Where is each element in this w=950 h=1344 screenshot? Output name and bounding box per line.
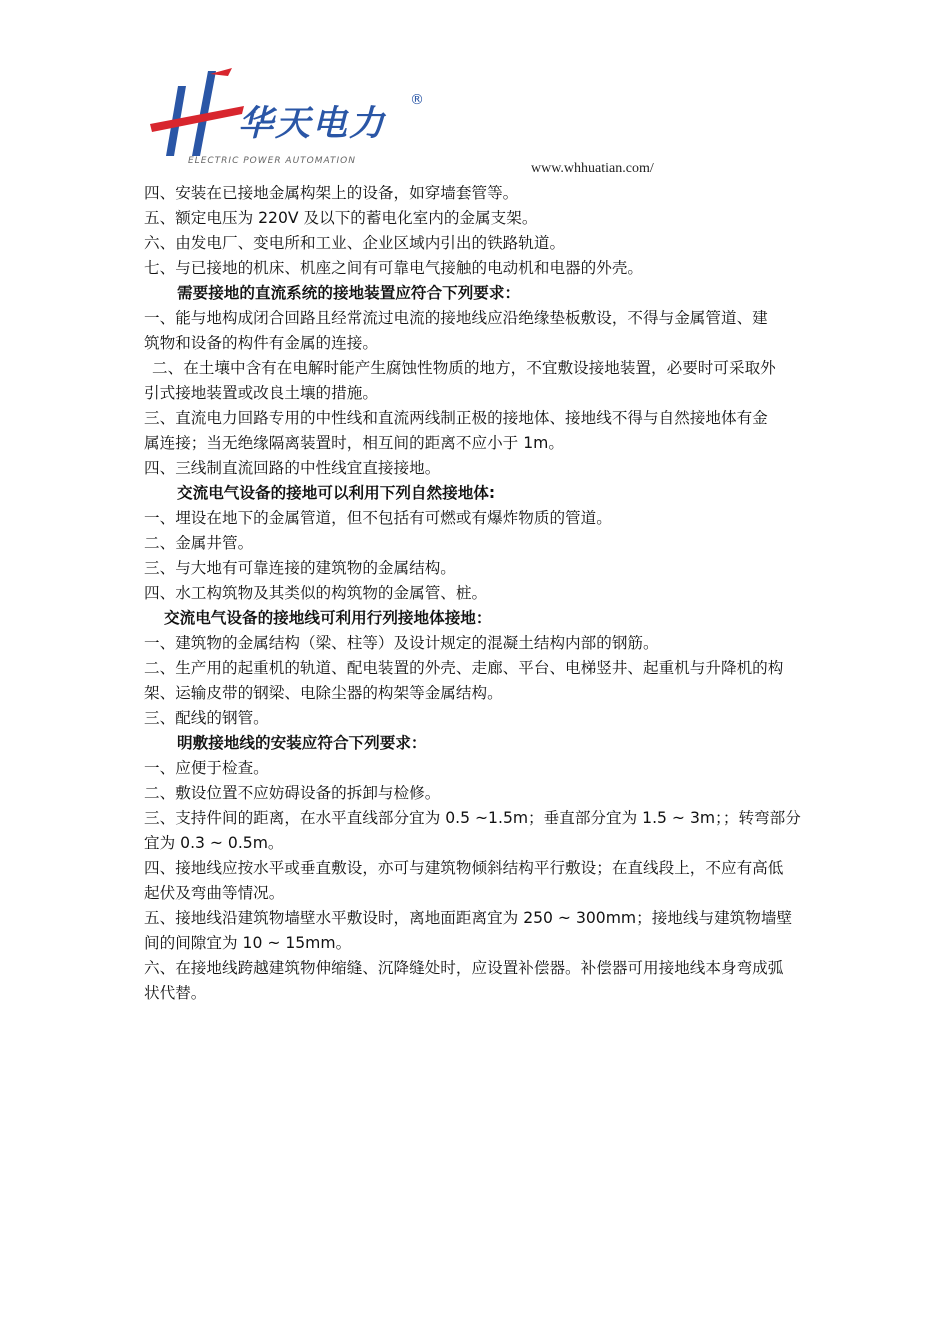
text-line: 六、在接地线跨越建筑物伸缩缝、沉降缝处时，应设置补偿器。补偿器可用接地线本身弯成弧 bbox=[144, 959, 784, 977]
text-line: 属连接；当无绝缘隔离装置时，相互间的距离不应小于 1m。 bbox=[144, 434, 564, 452]
text-line: 宜为 0.3 ~ 0.5m。 bbox=[144, 834, 284, 852]
text-line: 四、接地线应按水平或垂直敷设，亦可与建筑物倾斜结构平行敷设；在直线段上，不应有高低 bbox=[144, 859, 784, 877]
text-line: 引式接地装置或改良土壤的措施。 bbox=[144, 384, 378, 402]
text-line: 二、金属井管。 bbox=[144, 534, 254, 552]
company-logo bbox=[148, 66, 438, 172]
text-line: 状代替。 bbox=[144, 984, 207, 1002]
text-line: 一、建筑物的金属结构（梁、柱等）及设计规定的混凝土结构内部的钢筋。 bbox=[144, 634, 659, 652]
text-line: 三、配线的钢管。 bbox=[144, 709, 269, 727]
section-heading: 需要接地的直流系统的接地装置应符合下列要求： bbox=[177, 284, 521, 302]
text-line: 二、生产用的起重机的轨道、配电装置的外壳、走廊、平台、电梯竖井、起重机与升降机的构 bbox=[144, 659, 784, 677]
logo-mark-icon bbox=[148, 66, 248, 166]
text-line: 一、能与地构成闭合回路且经常流过电流的接地线应沿绝缘垫板敷设，不得与金属管道、建 bbox=[144, 309, 768, 327]
logo-text: 华天电力 bbox=[238, 104, 387, 144]
document-body bbox=[144, 181, 812, 1006]
text-line: 五、额定电压为 220V 及以下的蓄电化室内的金属支架。 bbox=[144, 209, 538, 227]
logo-subtitle: ELECTRIC POWER AUTOMATION bbox=[188, 156, 356, 166]
text-line: 五、接地线沿建筑物墙壁水平敷设时，离地面距离宜为 250 ~ 300mm；接地线与建筑物墙壁 bbox=[144, 909, 793, 927]
text-line: 架、运输皮带的钢梁、电除尘器的构架等金属结构。 bbox=[144, 684, 503, 702]
text-line: 四、三线制直流回路的中性线宜直接接地。 bbox=[144, 459, 441, 477]
text-line: 三、支持件间的距离，在水平直线部分宜为 0.5 ~1.5m；垂直部分宜为 1.5 ~ 3m；；转弯部分 bbox=[144, 809, 801, 827]
text-line: 六、由发电厂、变电所和工业、企业区域内引出的铁路轨道。 bbox=[144, 234, 566, 252]
text-line: 四、安装在已接地金属构架上的设备，如穿墙套管等。 bbox=[144, 184, 519, 202]
text-line: 一、埋设在地下的金属管道，但不包括有可燃或有爆炸物质的管道。 bbox=[144, 509, 612, 527]
section-heading: 明敷接地线的安装应符合下列要求： bbox=[177, 734, 427, 752]
website-url: www.whhuatian.com/ bbox=[531, 161, 654, 176]
text-line: 七、与已接地的机床、机座之间有可靠电气接触的电动机和电器的外壳。 bbox=[144, 259, 644, 277]
text-line: 三、与大地有可靠连接的建筑物的金属结构。 bbox=[144, 559, 456, 577]
registered-mark: ® bbox=[410, 92, 424, 108]
text-line: 起伏及弯曲等情况。 bbox=[144, 884, 285, 902]
text-line: 四、水工构筑物及其类似的构筑物的金属管、桩。 bbox=[144, 584, 488, 602]
section-heading: 交流电气设备的接地可以利用下列自然接地体: bbox=[177, 484, 496, 502]
section-heading: 交流电气设备的接地线可利用行列接地体接地： bbox=[164, 609, 492, 627]
text-line: 一、应便于检查。 bbox=[144, 759, 269, 777]
text-line: 筑物和设备的构件有金属的连接。 bbox=[144, 334, 378, 352]
text-line: 二、在土壤中含有在电解时能产生腐蚀性物质的地方，不宜敷设接地装置，必要时可采取外 bbox=[152, 359, 776, 377]
text-line: 二、敷设位置不应妨碍设备的拆卸与检修。 bbox=[144, 784, 441, 802]
text-line: 间的间隙宜为 10 ~ 15mm。 bbox=[144, 934, 352, 952]
text-line: 三、直流电力回路专用的中性线和直流两线制正极的接地体、接地线不得与自然接地体有金 bbox=[144, 409, 768, 427]
